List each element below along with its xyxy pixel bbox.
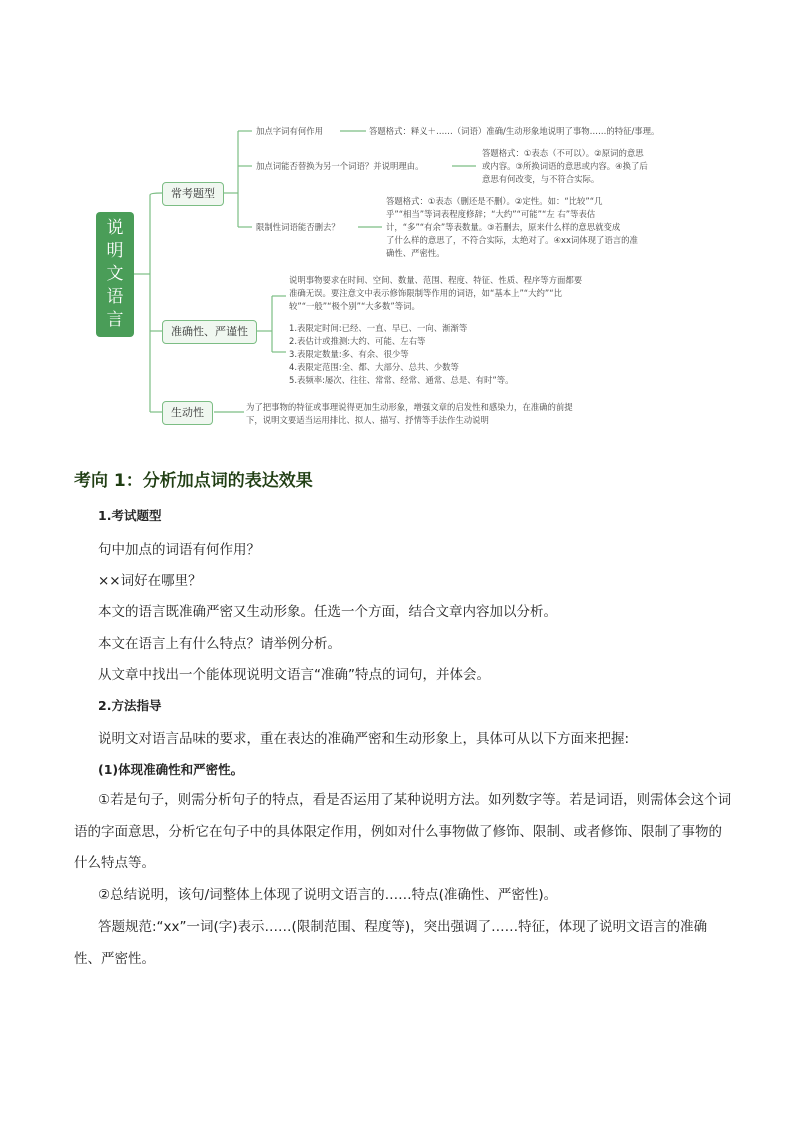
mind-map-root: 说明文语言 (96, 212, 134, 337)
section-heading: 考向 1：分析加点词的表达效果 (74, 471, 313, 491)
accuracy-word-list (289, 322, 514, 387)
subsection-title-exam-types: 1.考试题型 (98, 508, 162, 523)
answer-word-delete: 答题格式：①表态（删还是不删）。②定性。如：“比较”“几 乎”“相当”等词表程度修辞；“大约”“可能”“左 右”等表估 计，“多”“有余”等表数量。③若删去，原来什么样的意思就变成 了什么样的意思了，不符合实际，太绝对了。④xx词体现了语言的准 确性、严密性。 (386, 196, 638, 258)
question-item: 句中加点的词语有何作用？ (98, 542, 260, 558)
list-item: 1.表限定时间:已经、一直、早已、一向、渐渐等 (289, 323, 468, 333)
question-item: 本文在语言上有什么特点？请举例分析。 (98, 636, 341, 652)
answer-word-function: 答题格式：释义＋……（词语）准确/生动形象地说明了事物……的特征/事理。 (369, 126, 660, 136)
vividness-text: 为了把事物的特征或事理说得更加生动形象，增强文章的启发性和感染力，在准确的前提 下，说明文要适当运用排比、拟人、描写、抒情等手法作生动说明 (246, 402, 573, 425)
question-word-replace: 加点词能否替换为另一个词语？并说明理由。 (256, 161, 424, 171)
question-item: 本文的语言既准确严密又生动形象。任选一个方面，结合文章内容加以分析。 (98, 604, 557, 620)
category-accuracy: 准确性、严谨性 (162, 320, 257, 344)
category-vividness: 生动性 (162, 401, 213, 425)
question-item: ××词好在哪里？ (98, 573, 202, 589)
list-item: 3.表限定数量:多、有余、很少等 (289, 349, 409, 359)
mind-map (0, 0, 794, 440)
subsection-title-method: 2.方法指导 (98, 698, 162, 713)
method-intro: 说明文对语言品味的要求，重在表达的准确严密和生动形象上，具体可从以下方面来把握: (98, 731, 630, 747)
method-point-1: ①若是句子，则需分析句子的特点，看是否运用了某种说明方法。如列数字等。若是词语，则需体会这个词语的字面意思，分析它在句子中的具体限定作用，例如对什么事物做了修饰、限制、或者修饰、限制了事物的什么特点等。 (74, 792, 732, 871)
list-item: 2.表估计或推测:大约、可能、左右等 (289, 336, 426, 346)
question-item: 从文章中找出一个能体现说明文语言“准确”特点的词句，并体会。 (98, 667, 490, 683)
list-item: 4.表限定范围:全、都、大部分、总共、少数等 (289, 362, 459, 372)
answer-norm: 答题规范:“xx”一词(字)表示……(限制范围、程度等)，突出强调了……特征，体现了说明文语言的准确性、严密性。 (74, 919, 708, 967)
answer-word-replace: 答题格式：①表态（不可以）。②原词的意思 或内容。③所换词语的意思或内容。④换了后 意思有何改变，与不符合实际。 (482, 148, 648, 184)
question-word-delete: 限制性词语能否删去？ (256, 222, 340, 232)
method-point-2: ②总结说明，该句/词整体上体现了说明文语言的……特点(准确性、严密性)。 (98, 887, 558, 903)
accuracy-intro: 说明事物要求在时间、空间、数量、范围、程度、特征、性质、程序等方面都要 准确无误。要注意文中表示修饰限制等作用的词语，如“基本上”“大约”“比 较”“一般”“极个别”“大多数”等词。 (289, 275, 583, 311)
list-item: 5.表频率:屡次、往往、常常、经常、通常、总是、有时”等。 (289, 375, 514, 385)
question-word-function: 加点字词有何作用 (256, 126, 323, 136)
subsection-title-accuracy: (1)体现准确性和严密性。 (98, 762, 244, 777)
category-common-question-types: 常考题型 (162, 182, 224, 206)
